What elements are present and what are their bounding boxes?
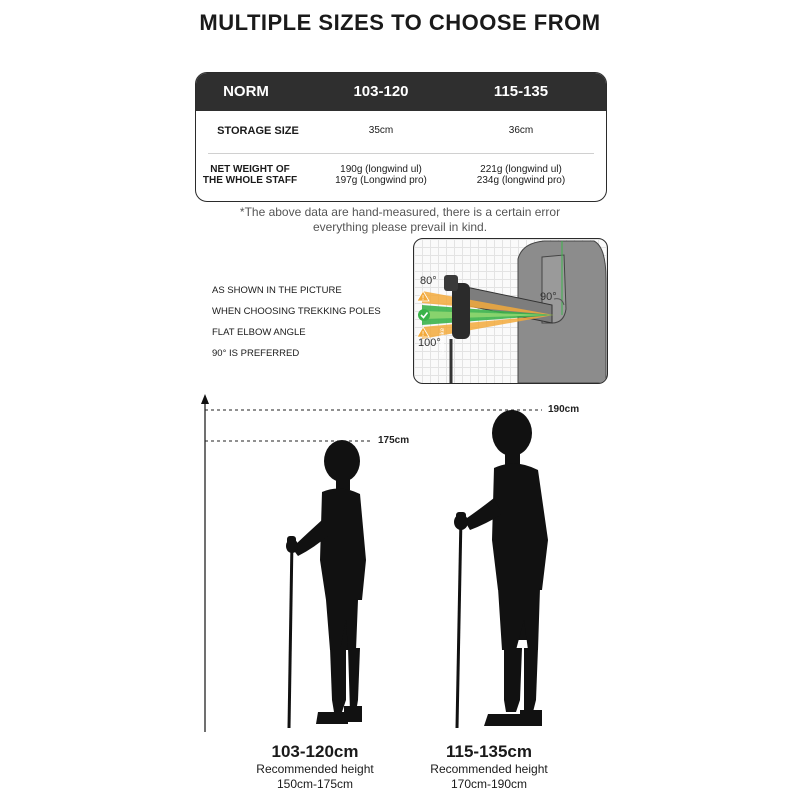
hiker-silhouette-tall [454, 410, 548, 726]
height-label-175: 175cm [378, 435, 410, 446]
hiker-silhouette-short [286, 440, 366, 724]
weight-label-line2: THE WHOLE STAFF [202, 175, 298, 186]
note-line2: everything please prevail in kind. [312, 220, 488, 234]
size-caption-range: 170cm-190cm [450, 777, 528, 791]
svg-text:!: ! [421, 330, 425, 338]
tip-line: 90° IS PREFERRED [212, 348, 300, 359]
angle-label-90: 90° [540, 291, 557, 303]
note-line1: *The above data are hand-measured, there is a certain error [239, 205, 561, 219]
header-size-large: 115-135 [493, 83, 549, 100]
weight-label-line1: NET WEIGHT OF [210, 164, 290, 175]
page-title: MULTIPLE SIZES TO CHOOSE FROM [199, 10, 601, 35]
arrow-up-icon [201, 394, 209, 404]
trekking-pole-short [289, 540, 292, 728]
size-caption-short [215, 742, 415, 792]
angle-label-80: 80° [420, 275, 437, 287]
svg-text:!: ! [421, 294, 425, 302]
weight-large-line1: 221g (longwind ul) [480, 164, 562, 175]
tip-line: AS SHOWN IN THE PICTURE [212, 285, 342, 296]
weight-large-line2: 234g (longwind pro) [476, 175, 566, 186]
size-caption-range: 150cm-175cm [276, 777, 354, 791]
header-size-small: 103-120 [353, 83, 409, 100]
trekking-pole-tall [457, 516, 461, 728]
size-caption-rec-label: Recommended height [430, 762, 548, 776]
weight-small-line1: 190g (longwind ul) [340, 164, 422, 175]
size-caption-title: 115-135cm [445, 742, 533, 761]
storage-value-small: 35cm [368, 125, 394, 136]
size-caption-title: 103-120cm [271, 742, 359, 761]
angle-label-100: 100° [418, 337, 441, 349]
storage-label: STORAGE SIZE [217, 125, 299, 137]
height-label-190: 190cm [548, 404, 580, 415]
pole-brand-text: Naturehike [440, 327, 446, 357]
size-caption-tall [389, 742, 589, 792]
size-caption-rec-label: Recommended height [256, 762, 374, 776]
tip-line: FLAT ELBOW ANGLE [212, 327, 306, 338]
tip-line: WHEN CHOOSING TREKKING POLES [212, 306, 381, 317]
storage-value-large: 36cm [508, 125, 534, 136]
weight-small-line2: 197g (Longwind pro) [335, 175, 427, 186]
header-norm: NORM [223, 83, 269, 100]
